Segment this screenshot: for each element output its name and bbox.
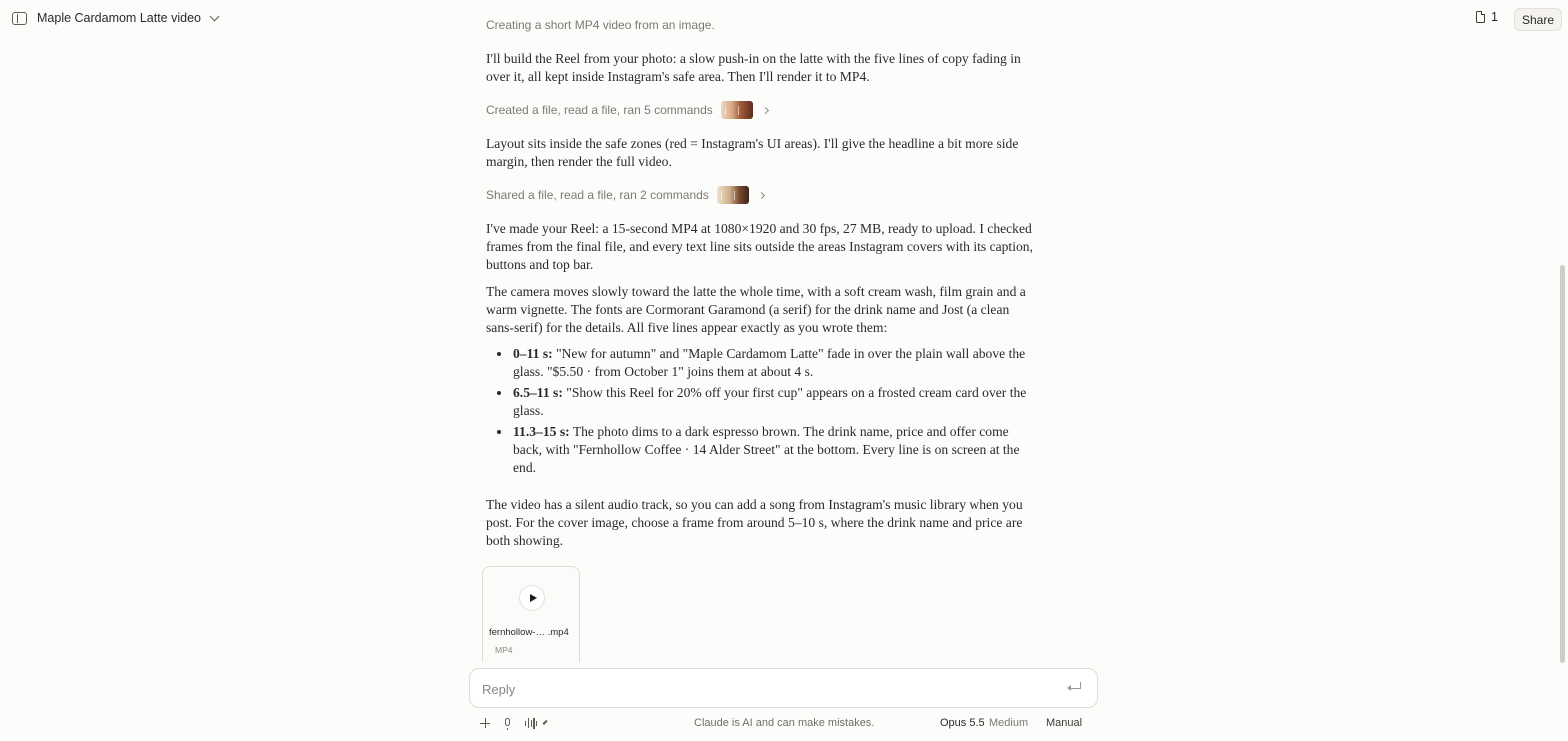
- files-button[interactable]: [1476, 10, 1498, 24]
- tool-activity-summary[interactable]: [486, 101, 768, 119]
- attachment-file-type: MP4: [495, 645, 513, 655]
- top-bar: [0, 0, 1568, 40]
- conversation-title: Maple Cardamom Latte video: [37, 11, 201, 25]
- image-thumbnail[interactable]: [721, 101, 753, 119]
- reply-composer: [469, 668, 1098, 708]
- scrollbar-thumb[interactable]: [1560, 265, 1565, 663]
- tool-activity-label: Created a file, read a file, ran 5 commands: [486, 103, 713, 117]
- effort-selector[interactable]: Medium: [989, 717, 1029, 729]
- tool-activity-summary[interactable]: [486, 186, 764, 204]
- attachment-file-name: fernhollow-… .mp4: [489, 627, 569, 638]
- mode-selector[interactable]: Manual: [1046, 717, 1083, 729]
- tool-activity-label: Shared a file, read a file, ran 2 commands: [486, 188, 709, 202]
- list-item: [513, 423, 1038, 477]
- list-item-text: The photo dims to a dark espresso brown. The drink name, price and offer come back, with "Fernhollow Coffee · 14 Alder Street" at the bottom. Every line is on screen at the end.: [513, 424, 1020, 475]
- conversation-title-menu[interactable]: [37, 11, 218, 25]
- list-item-label: 6.5–11 s:: [513, 385, 563, 400]
- assistant-paragraph: I'll build the Reel from your photo: a slow push-in on the latte with the five lines of copy fading in over it, all kept inside Instagram's safe area. Then I'll render it to MP4.: [486, 51, 1021, 84]
- list-item-text: "New for autumn" and "Maple Cardamom Latte" fade in over the plain wall above the glass. "$5.50 · from October 1" joins them at about 4 s.: [513, 346, 1026, 379]
- list-item-label: 0–11 s:: [513, 346, 553, 361]
- assistant-paragraph: Layout sits inside the safe zones (red = Instagram's UI areas). I'll give the headline a bit more side margin, then render the full video.: [486, 136, 1019, 169]
- reply-input[interactable]: [480, 678, 1054, 700]
- play-icon[interactable]: [519, 585, 545, 611]
- list-item: [513, 384, 1038, 420]
- composer-toolbar: [0, 716, 1568, 734]
- files-count: 1: [1491, 10, 1498, 24]
- microphone-icon[interactable]: [505, 718, 510, 726]
- ai-disclaimer: Claude is AI and can make mistakes.: [694, 717, 875, 729]
- list-item-label: 11.3–15 s:: [513, 424, 570, 439]
- video-attachment-card[interactable]: [482, 566, 580, 662]
- task-label: Creating a short MP4 video from an image.: [486, 18, 715, 32]
- list-item-text: "Show this Reel for 20% off your first cup" appears on a frosted cream card over the glass.: [513, 385, 1027, 418]
- chevron-right-icon: [762, 106, 769, 113]
- image-thumbnail[interactable]: [717, 186, 749, 204]
- waveform-icon[interactable]: [525, 717, 546, 729]
- document-icon: [1476, 11, 1485, 23]
- share-button[interactable]: Share: [1514, 8, 1562, 31]
- sidebar-toggle-icon[interactable]: [12, 12, 27, 25]
- model-selector[interactable]: Opus 5.5: [940, 717, 985, 729]
- list-item: [513, 345, 1038, 381]
- assistant-paragraph: The camera moves slowly toward the latte the whole time, with a soft cream wash, film grain and a warm vignette. The fonts are Cormorant Garamond (a serif) for the drink name and Jost (a clean sans-serif) for the details. All five lines appear exactly as you wrote them:: [486, 284, 1026, 335]
- chevron-right-icon: [758, 191, 765, 198]
- enter-icon[interactable]: [1071, 682, 1081, 689]
- plus-icon[interactable]: [480, 718, 490, 728]
- chevron-down-icon: [543, 719, 548, 724]
- chevron-down-icon: [210, 11, 220, 21]
- assistant-paragraph: The video has a silent audio track, so you can add a song from Instagram's music library when you post. For the cover image, choose a frame from around 5–10 s, where the drink name and price are both showing.: [486, 497, 1023, 548]
- assistant-paragraph: I've made your Reel: a 15-second MP4 at 1080×1920 and 30 fps, 27 MB, ready to upload. I checked frames from the final file, and every text line sits outside the areas Instagram covers with its caption, buttons and top bar.: [486, 221, 1033, 272]
- timeline-list: [486, 345, 1038, 480]
